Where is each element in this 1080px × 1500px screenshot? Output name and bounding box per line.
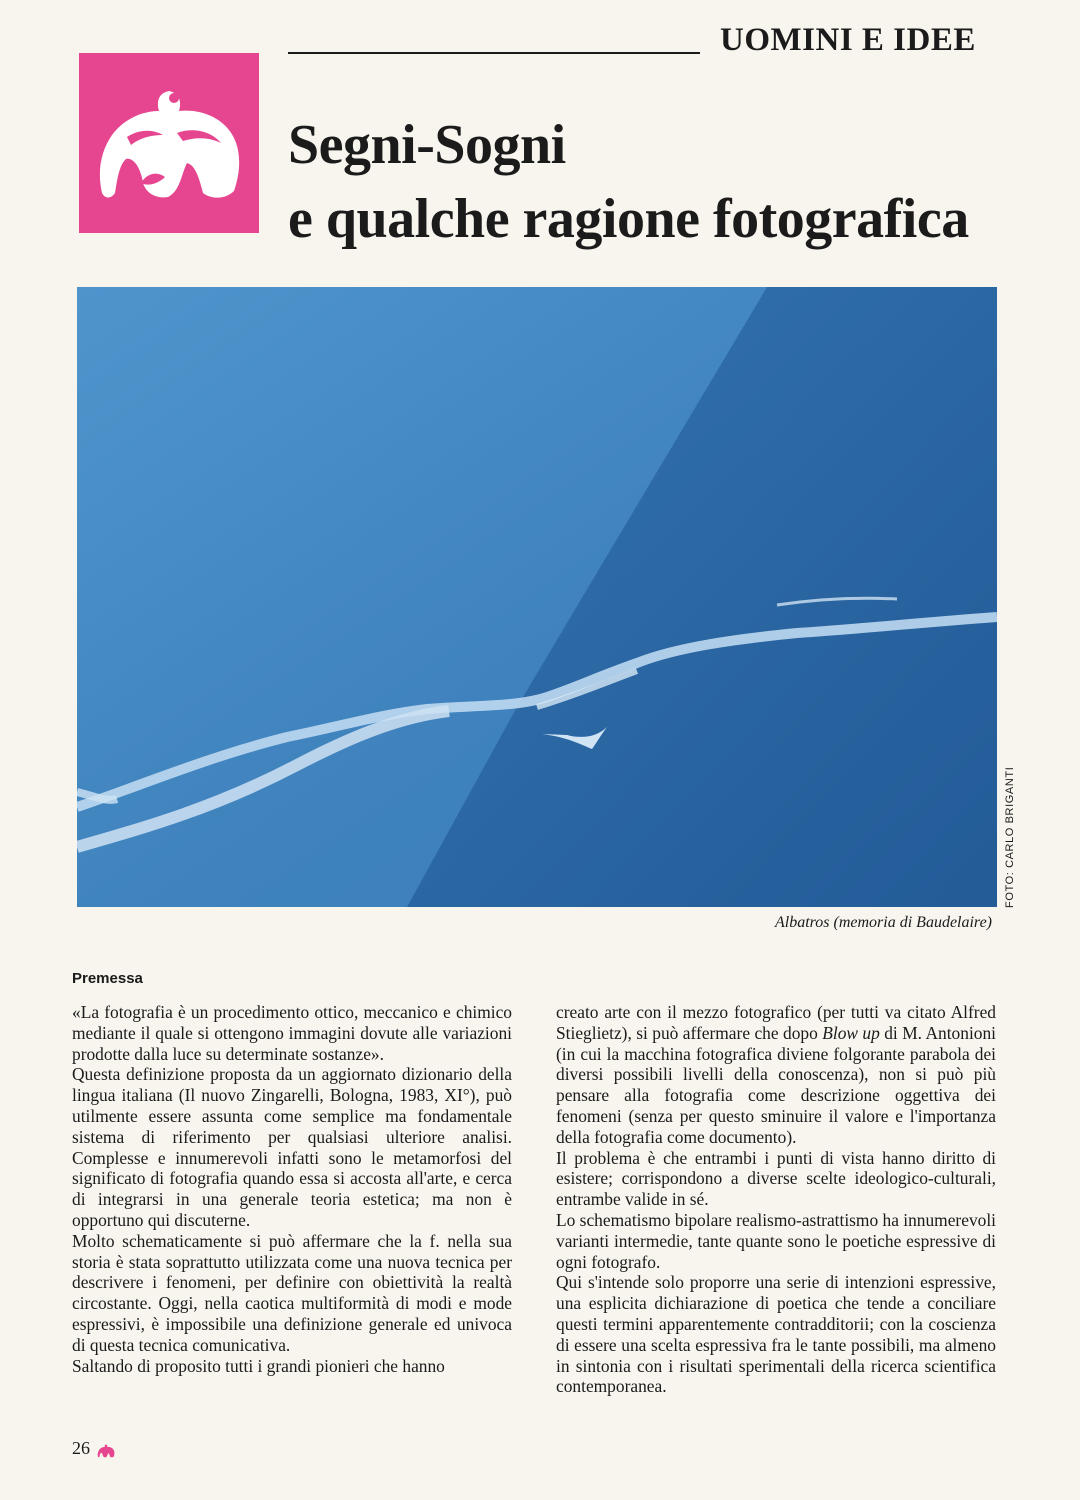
text-column-right	[556, 1002, 996, 1397]
paragraph: Lo schematismo bipolare realismo-astrattismo ha innumerevoli varianti intermedie, tante quante sono le poetiche espressive di ogni fotografo.	[556, 1209, 996, 1272]
section-rule	[288, 52, 700, 54]
pumpkin-mini-icon	[94, 1440, 118, 1458]
paragraph: Questa definizione proposta da un aggiornato dizionario della lingua italiana (Il nuovo Zingarelli, Bologna, 1983, XI°), può utilmente essere assunta come semplice ma fondamentale sistema di riferimento per qualsiasi ulteriore analisi. Complesse e innumerevoli infatti sono le metamorfosi del significato di fotografia quando essa si accosta all'arte, e cerca di integrarsi in una generale teoria estetica; ma non è opportuno qui discuterne.	[72, 1064, 512, 1230]
paragraph: Qui s'intende solo proporre una serie di intenzioni espressive, una esplicita dichiarazione di poetica che tende a conciliare questi termini apparentemente contradditorii; con la coscienza di essere una scelta espressiva fra le tante possibili, ma almeno in sintonia con i risultati sperimentali della ricerca scientifica contemporanea.	[556, 1272, 996, 1397]
page-footer	[72, 1438, 118, 1459]
section-label: UOMINI E IDEE	[720, 22, 976, 58]
paragraph: «La fotografia è un procedimento ottico, meccanico e chimico mediante il quale si ottengono immagini dovute alle variazioni prodotte dalla luce su determinate sostanze».	[72, 1002, 512, 1064]
logo-box	[79, 53, 259, 233]
photo-credit: FOTO: CARLO BRIGANTI	[1004, 766, 1016, 908]
paragraph: Il problema è che entrambi i punti di vista hanno diritto di esistere; corrispondono a diverse scelte ideologico-culturali, entrambe valide in sé.	[556, 1147, 996, 1210]
section-heading: Premessa	[72, 970, 143, 987]
pumpkin-logo-icon	[79, 53, 259, 233]
title-line-2: e qualche ragione fotografica	[288, 188, 969, 250]
article-photo	[77, 287, 997, 907]
page-number: 26	[72, 1438, 90, 1458]
film-title: Blow up	[822, 1022, 880, 1043]
text-column-left	[72, 1002, 512, 1376]
title-line-1: Segni-Sogni	[288, 114, 566, 176]
article-title	[288, 108, 969, 256]
paragraph: Molto schematicamente si può affermare che la f. nella sua storia è stata soprattutto utilizzata come una nuova tecnica per descrivere i fenomeni, per definire con obiettività la realtà circostante. Oggi, nella caotica multiformità di modi e mode espressivi, è impossibile una definizione generale ed univoca di questa tecnica comunicativa.	[72, 1230, 512, 1355]
photo-caption: Albatros (memoria di Baudelaire)	[774, 914, 992, 931]
paragraph: Saltando di proposito tutti i grandi pionieri che hanno	[72, 1355, 445, 1376]
paragraph-text: creato arte con il mezzo fotografico (per tutti va citato Alfred Stieglietz), si può affermare che dopo	[556, 1002, 996, 1043]
paragraph	[556, 1002, 996, 1148]
paragraph-text: di M. Antonioni (in cui la macchina fotografica diviene folgorante parabola dei diversi possibili livelli della conoscenza), non si può più pensare alla fotografia come descrizione oggettiva dei fenomeni (senza per questo sminuire il valore e l'importanza della fotografia come documento).	[556, 1022, 996, 1147]
